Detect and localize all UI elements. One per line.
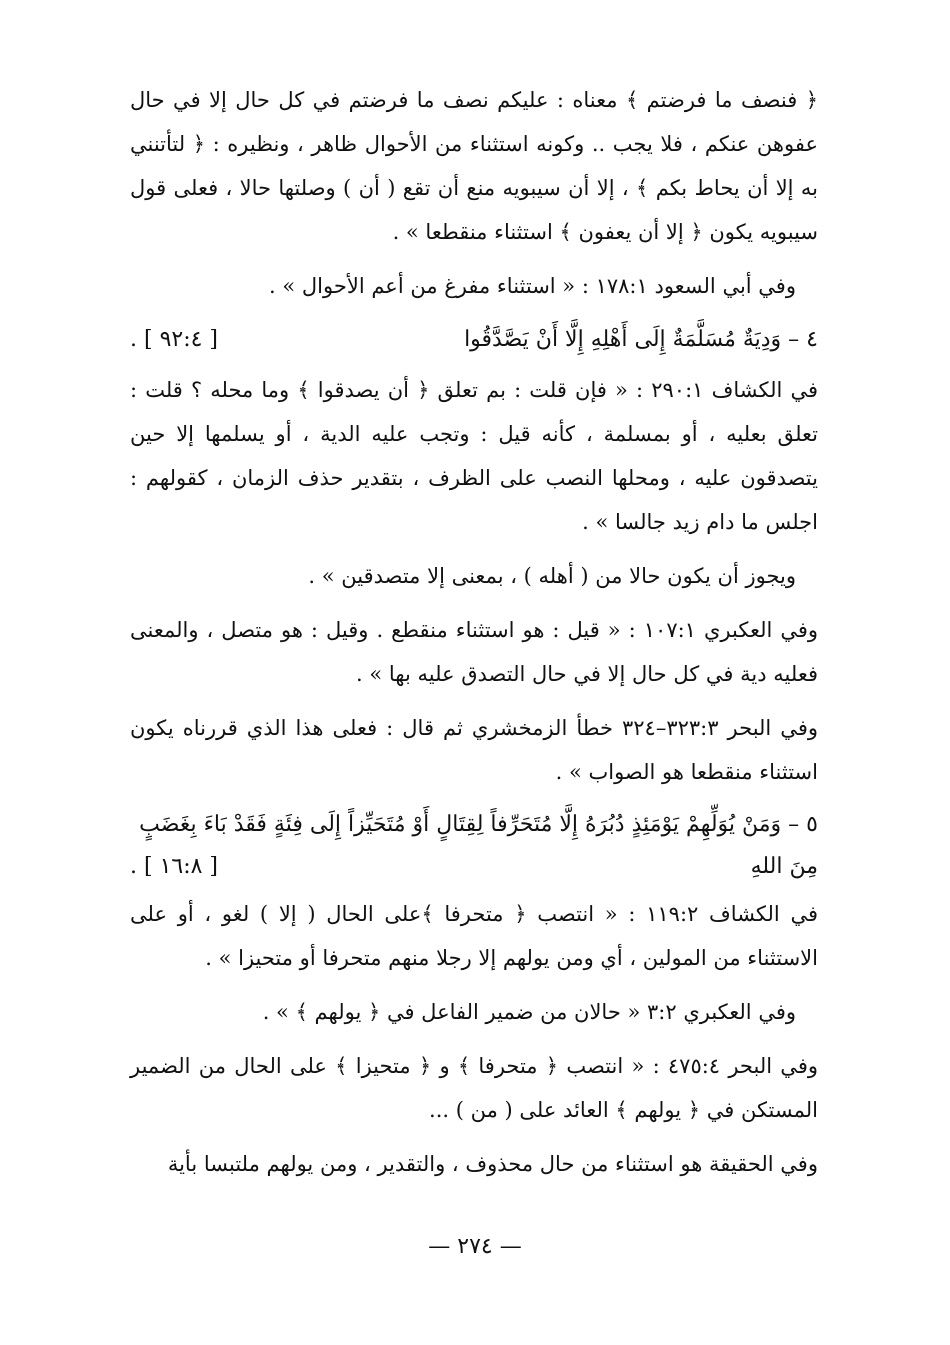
- verse-4: [130, 318, 818, 362]
- verse-5-reference: [ ١٦:٨ ] .: [130, 854, 219, 879]
- paragraph-9: وفي البحر ٤٧٥:٤ : « انتصب ﴿ متحرفا ﴾ و ﴿ متحيزا ﴾ على الحال من الضمير المستكن في ﴿ يولهم ﴾ العائد على ( من ) ...: [130, 1054, 818, 1122]
- paragraph-7: في الكشاف ١١٩:٢ : « انتصب ﴿ متحرفا ﴾على الحال ( إلا ) لغو ، أو على الاستثناء من المولين ، أي ومن يولهم إلا رجلا منهم متحرفا أو متحيزا » .: [130, 902, 819, 970]
- verse-4-reference: [ ٩٢:٤ ] .: [130, 327, 219, 352]
- paragraph-10: وفي الحقيقة هو استثناء من حال محذوف ، والتقدير ، ومن يولهم ملتبسا بأية: [167, 1152, 818, 1176]
- page-number: — ٢٧٤ —: [428, 1234, 522, 1259]
- page-body: [130, 78, 818, 1196]
- paragraph-8: وفي العكبري ٣:٢ « حالان من ضمير الفاعل في ﴿ يولهم ﴾ » .: [262, 1000, 796, 1024]
- paragraph-3: في الكشاف ٢٩٠:١ : « فإن قلت : بم تعلق ﴿ أن يصدقوا ﴾ وما محله ؟ قلت : تعلق بعليه ، أو بمسلمة ، كأنه قيل : وتجب عليه الدية ، أو يسلمها إلا حين يتصدقون عليه ، ومحلها النصب على الظرف ، بتقدير حذف الزمان ، كقولهم : اجلس ما دام زيد جالسا » .: [130, 378, 819, 534]
- paragraph-6: وفي البحر ٣٢٣:٣–٣٢٤ خطأ الزمخشري ثم قال : فعلى هذا الذي قررناه يكون استثناء منقطعا هو الصواب » .: [130, 716, 818, 784]
- verse-5: [130, 804, 818, 888]
- verse-5-line-2-row: [130, 846, 818, 888]
- verse-5-line-2: مِنَ اللهِ: [750, 854, 818, 879]
- verse-5-line-1: ٥ – وَمَنْ يُوَلِّهِمْ يَوْمَئِذٍ دُبُرَهُ إِلَّا مُتَحَرِّفاً لِقِتَالٍ أَوْ مُتَحَيِّزاً إِلَى فِئَةٍ فَقَدْ بَاءَ بِغَضَبٍ: [139, 812, 818, 837]
- paragraph-1: ﴿ فنصف ما فرضتم ﴾ معناه : عليكم نصف ما فرضتم في كل حال إلا في حال عفوهن عنكم ، فلا يجب .. وكونه استثناء من الأحوال ظاهر ، ونظيره : ﴿ لتأتنني به إلا أن يحاط بكم ﴾ ، إلا أن سيبويه منع أن تقع ( أن ) وصلتها حالا ، فعلى قول سيبويه يكون ﴿ إلا أن يعفون ﴾ استثناء منقطعا » .: [130, 88, 818, 244]
- paragraph-2: وفي أبي السعود ١٧٨:١ : « استثناء مفرغ من أعم الأحوال » .: [269, 274, 796, 298]
- paragraph-5: وفي العكبري ١٠٧:١ : « قيل : هو استثناء منقطع . وقيل : هو متصل ، والمعنى فعليه دية في كل حال إلا في حال التصدق عليه بها » .: [130, 618, 818, 686]
- verse-4-text: ٤ – وَدِيَةٌ مُسَلَّمَةٌ إِلَى أَهْلِهِ إِلَّا أَنْ يَصَّدَّقُوا: [464, 327, 818, 352]
- paragraph-4: ويجوز أن يكون حالا من ( أهله ) ، بمعنى إلا متصدقين » .: [308, 564, 796, 588]
